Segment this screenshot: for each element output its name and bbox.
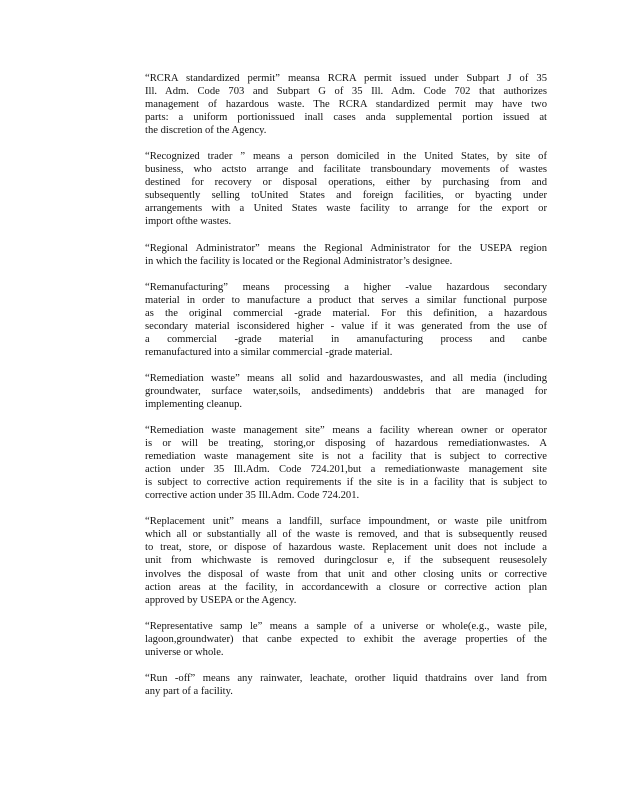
- definition-paragraph: [145, 281, 547, 359]
- definition-line: in which the facility is located or the Regional Administrator’s designee.: [145, 255, 453, 267]
- definition-paragraph: [145, 372, 547, 411]
- definition-line: remediation waste management site is not a facility that is subject to corrective: [145, 451, 547, 463]
- definition-line: is subject to corrective action requirements if the site is in a facility that is subject to: [145, 477, 547, 489]
- definition-line: import ofthe wastes.: [145, 216, 232, 228]
- definition-line: “Remediation waste” means all solid and hazardouswastes, and all media (including: [145, 372, 547, 384]
- definition-line: which all or substantially all of the waste is removed, and that is subsequently reused: [145, 529, 547, 541]
- definition-line: arrangements with a United States waste facility to arrange for the export or: [145, 203, 547, 215]
- definition-line: approved by USEPA or the Agency.: [145, 594, 297, 606]
- definition-line: unit from whichwaste is removed duringclosur e, if the subsequent reusesolely: [145, 555, 547, 567]
- definition-line: “Remediation waste management site” means a facility wherean owner or operator: [145, 425, 547, 437]
- definition-paragraph: [145, 620, 547, 659]
- definition-line: secondary material isconsidered higher - value if it was generated from the use of: [145, 320, 547, 332]
- definition-line: action areas at the facility, in accordancewith a closure or corrective action plan: [145, 581, 547, 593]
- definition-line: to treat, store, or dispose of hazardous waste. Replacement unit does not include a: [145, 542, 547, 554]
- definition-paragraph: [145, 242, 547, 268]
- definition-line: “RCRA standardized permit” meansa RCRA permit issued under Subpart J of 35: [145, 73, 547, 84]
- definition-paragraph: [145, 515, 547, 606]
- definition-line: subsequently selling toUnited States and foreign facilities, or byacting under: [145, 190, 547, 202]
- definition-line: “Remanufacturing” means processing a higher -value hazardous secondary: [145, 281, 547, 293]
- definition-paragraph: [145, 72, 547, 137]
- definition-line: parts: a uniform portionissued inall cases anda supplemental portion issued at: [145, 112, 547, 124]
- definition-paragraph: [145, 150, 547, 228]
- definition-paragraph: [145, 672, 547, 698]
- definition-line: material in order to manufacture a product that serves a similar functional purpose: [145, 294, 547, 306]
- definition-line: the discretion of the Agency.: [145, 125, 267, 137]
- definition-line: management of hazardous waste. The RCRA standardized permit may have two: [145, 99, 547, 111]
- definition-line: any part of a facility.: [145, 685, 233, 697]
- definition-line: Ill. Adm. Code 703 and Subpart G of 35 Ill. Adm. Code 702 that authorizes: [145, 86, 547, 98]
- definition-line: “Representative samp le” means a sample of a universe or whole(e.g., waste pile,: [145, 620, 547, 632]
- definition-line: corrective action under 35 Ill.Adm. Code 724.201.: [145, 490, 360, 502]
- definition-line: a commercial -grade material in amanufacturing process and canbe: [145, 333, 547, 345]
- definition-line: “Replacement unit” means a landfill, surface impoundment, or waste pile unitfrom: [145, 516, 547, 528]
- definition-paragraph: [145, 424, 547, 502]
- definition-line: remanufactured into a similar commercial -grade material.: [145, 346, 393, 358]
- definition-line: universe or whole.: [145, 646, 224, 658]
- definition-line: involves the disposal of waste from that unit and other closing units or corrective: [145, 568, 547, 580]
- definition-line: lagoon,groundwater) that canbe expected to exhibit the average properties of the: [145, 633, 547, 645]
- definition-line: “Recognized trader ” means a person domiciled in the United States, by site of: [145, 151, 547, 163]
- definition-line: “Run -off” means any rainwater, leachate, orother liquid thatdrains over land from: [145, 672, 547, 684]
- definition-line: groundwater, surface water,soils, andsediments) anddebris that are managed for: [145, 385, 547, 397]
- definition-line: action under 35 Ill.Adm. Code 724.201,but a remediationwaste management site: [145, 464, 547, 476]
- definition-line: is or will be treating, storing,or disposing of hazardous remediationwastes. A: [145, 438, 547, 450]
- definition-line: business, who actsto arrange and facilitate transboundary movements of wastes: [145, 164, 547, 176]
- definition-line: destined for recovery or disposal operations, either by purchasing from and: [145, 177, 547, 189]
- definitions-list: [145, 72, 547, 711]
- definition-line: “Regional Administrator” means the Regional Administrator for the USEPA region: [145, 242, 547, 254]
- definition-line: implementing cleanup.: [145, 398, 243, 410]
- definition-line: as the original commercial -grade material. For this definition, a hazardous: [145, 307, 547, 319]
